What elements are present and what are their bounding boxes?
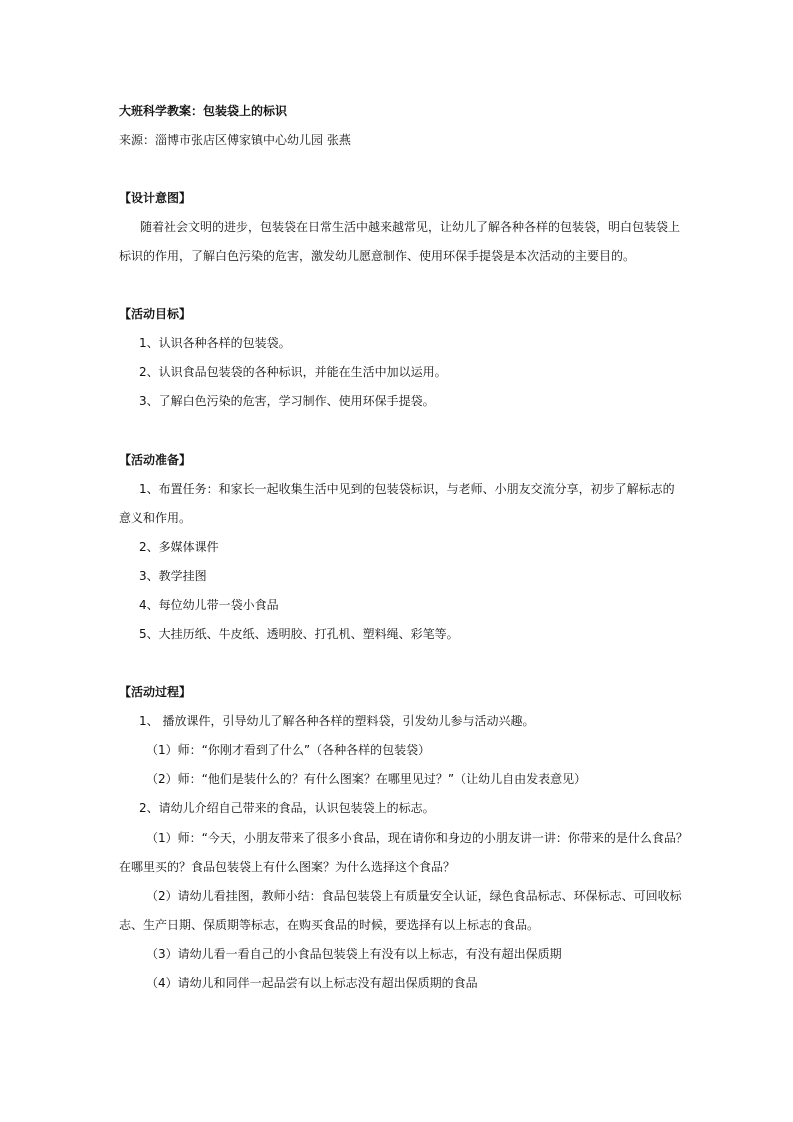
prep-item-4: 4、每位幼儿带一袋小食品 <box>139 598 279 612</box>
goal-item-1: 1、认识各种各样的包装袋。 <box>139 336 291 350</box>
design-intent-paragraph-line-1: 随着社会文明的进步，包装袋在日常生活中越来越常见，让幼儿了解各种各样的包装袋，明白包装袋上 <box>140 220 681 234</box>
process-step-2-sub-3: （3）请幼儿看一看自己的小食品包装袋上有没有以上标志，有没有超出保质期 <box>146 947 562 961</box>
section-heading-design-intent: 【设计意图】 <box>119 191 192 205</box>
process-step-2-sub-2-line-1: （2）请幼儿看挂图，教师小结：食品包装袋上有质量安全认证，绿色食品标志、环保标志、可回收标 <box>146 889 682 903</box>
prep-item-5: 5、大挂历纸、牛皮纸、透明胶、打孔机、塑料绳、彩笔等。 <box>139 627 459 641</box>
design-intent-paragraph-line-2: 标识的作用，了解白色污染的危害，激发幼儿愿意制作、使用环保手提袋是本次活动的主要目的。 <box>119 249 636 263</box>
process-step-2-sub-4: （4）请幼儿和同伴一起品尝有以上标志没有超出保质期的食品 <box>146 976 478 990</box>
section-heading-prep: 【活动准备】 <box>119 453 192 467</box>
prep-item-1-line-1: 1、布置任务：和家长一起收集生活中见到的包装袋标识，与老师、小朋友交流分享，初步了解标志的 <box>139 482 675 496</box>
process-step-2-sub-2-line-2: 志、生产日期、保质期等标志，在购买食品的时候，要选择有以上标志的食品。 <box>119 918 540 932</box>
process-step-1-sub-1: （1）师：“你刚才看到了什么”（各种各样的包装袋） <box>146 743 431 757</box>
prep-item-1-line-2: 意义和作用。 <box>119 511 192 525</box>
document-title: 大班科学教案：包装袋上的标识 <box>119 104 288 118</box>
process-step-2-sub-1-line-1: （1）师：“今天，小朋友带来了很多小食品，现在请你和身边的小朋友讲一讲：你带来的是什么食品？ <box>146 831 688 845</box>
process-step-2-sub-1-line-2: 在哪里买的？食品包装袋上有什么图案？为什么选择这个食品？ <box>119 860 456 874</box>
goal-item-2: 2、认识食品包装袋的各种标识，并能在生活中加以运用。 <box>139 365 447 379</box>
process-step-1: 1、 播放课件，引导幼儿了解各种各样的塑料袋，引发幼儿参与活动兴趣。 <box>139 714 535 728</box>
section-heading-process: 【活动过程】 <box>119 685 192 699</box>
prep-item-2: 2、多媒体课件 <box>139 540 219 554</box>
prep-item-3: 3、教学挂图 <box>139 569 207 583</box>
goal-item-3: 3、了解白色污染的危害，学习制作、使用环保手提袋。 <box>139 394 435 408</box>
section-heading-goals: 【活动目标】 <box>119 307 192 321</box>
process-step-1-sub-2: （2）师：“他们是装什么的？有什么图案？在哪里见过？”（让幼儿自由发表意见） <box>146 772 587 786</box>
document-source: 来源：淄博市张店区傅家镇中心幼儿园 张燕 <box>119 133 351 147</box>
process-step-2: 2、请幼儿介绍自己带来的食品，认识包装袋上的标志。 <box>139 801 435 815</box>
